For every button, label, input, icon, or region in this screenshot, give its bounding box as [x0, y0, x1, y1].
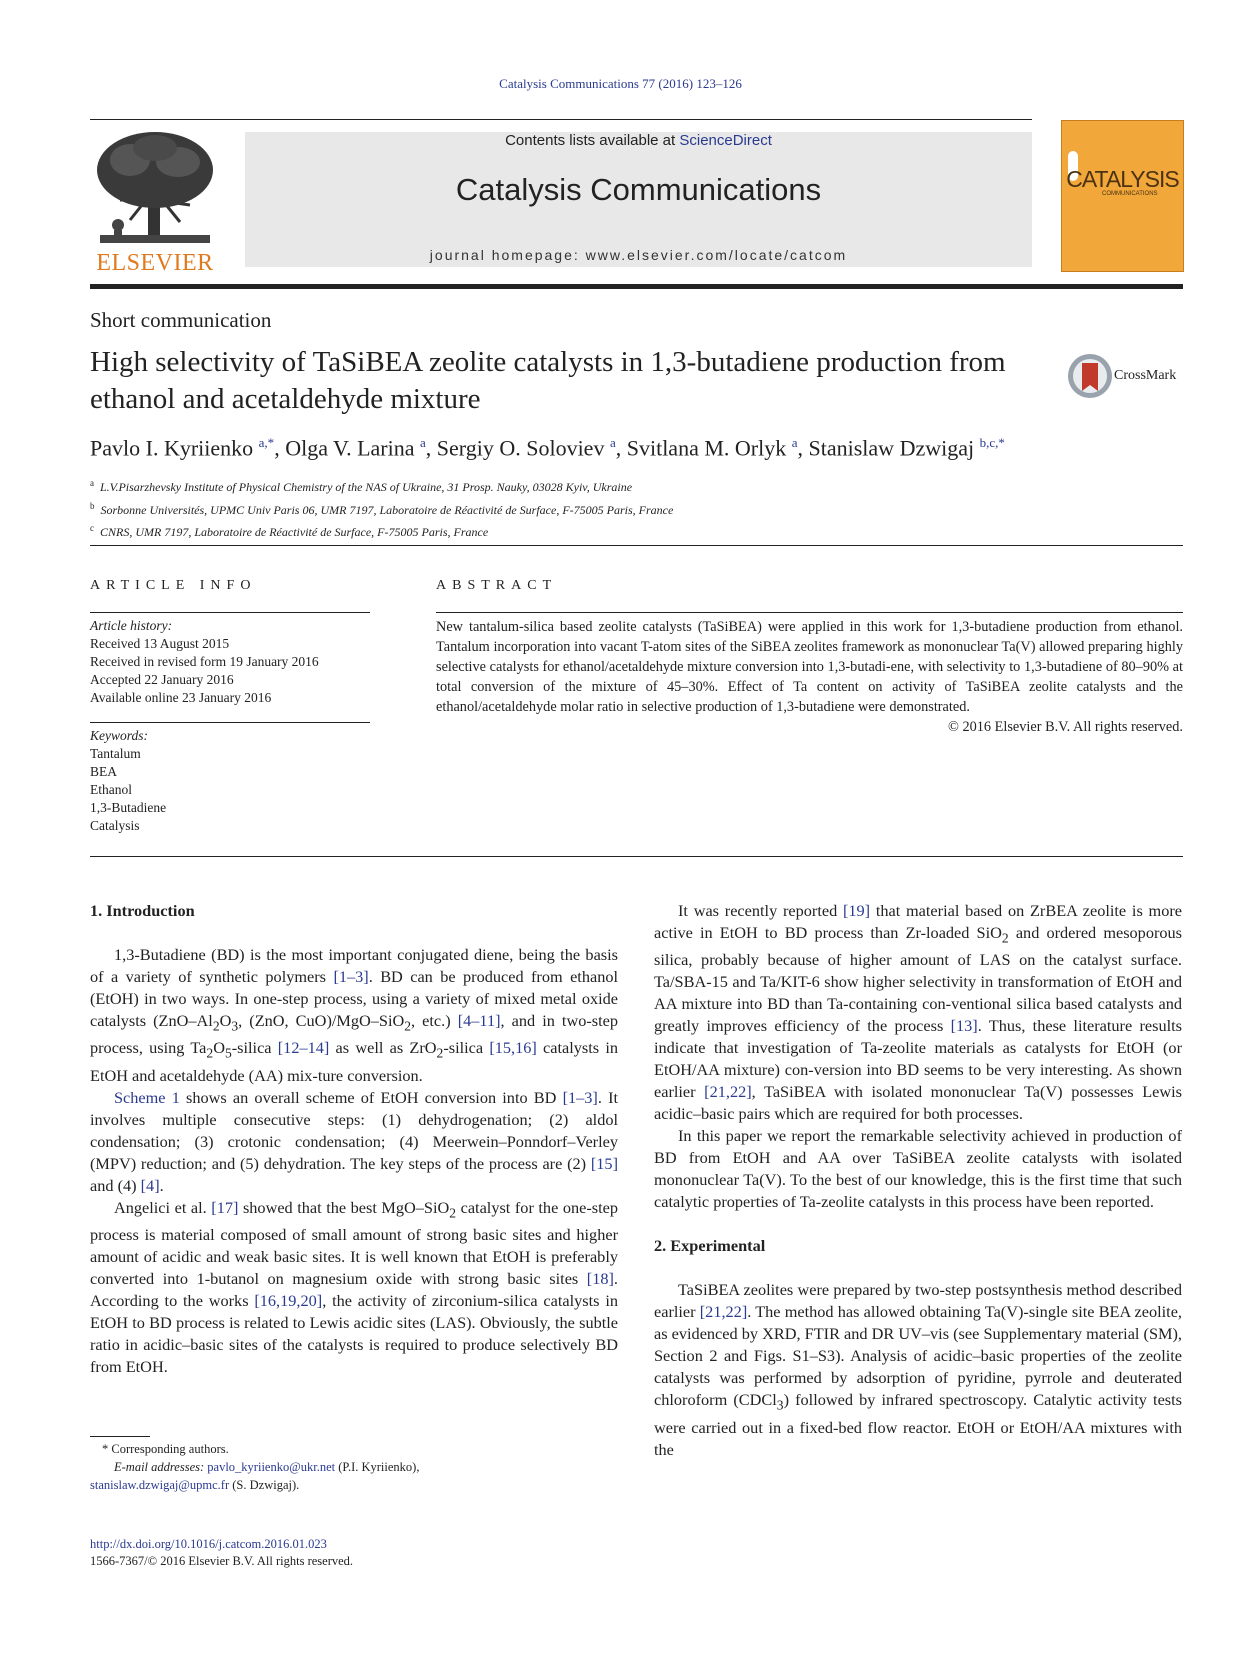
- article-type: Short communication: [90, 308, 272, 332]
- body-left-column: [90, 900, 618, 1378]
- body-paragraph: 1,3-Butadiene (BD) is the most important conjugated diene, being the basis of a variety of synthetic polymers [1–3]. BD can be produced from ethanol (EtOH) in two ways. In one-step process, using a variety of mixed metal oxide catalysts ($ZnO-Al_2O_3$, (ZnO, CuO)/MgO–SiO$_2$, etc.) [4–11], and in two-step process, using $Ta_2O_5$-silica [12–14] as well as ZrO$_2$-silica [15,16] catalysts in EtOH and acetaldehyde (AA) mix-ture conversion.: [90, 945, 618, 1085]
- author-name: Stanislaw Dzwigaj: [808, 435, 975, 461]
- author-affil-sup[interactable]: a: [420, 435, 426, 450]
- abstract-rule: [436, 612, 1183, 613]
- title-rule: [90, 545, 1183, 546]
- affiliation-item: $^a$ L.V.Pisarzhevsky Institute of Physical Chemistry of the NAS of Ukraine, 31 Prosp. Nauky, 03028 Kyiv, Ukraine: [90, 478, 633, 494]
- email-link[interactable]: stanislaw.dzwigaj@upmc.fr: [90, 1478, 230, 1492]
- body-paragraph: Angelici et al. [17] showed that the best MgO–SiO$_2$ catalyst for the one-step process is material composed of small amount of strong basic sites and higher amount of acidic and weak basic sites. It is well known that EtOH is preferably converted into 1-butanol on magnesium oxide with strong basic sites [18]. According to the works [16,19,20], the activity of zirconium-silica catalysts in EtOH to BD process is related to Lewis acidic sites (LAS). Obviously, the subtle ratio in acidic–basic sites of the catalysts is required to produce selectively BD from EtOH.: [90, 1197, 619, 1376]
- crossmark-icon[interactable]: [1067, 353, 1113, 399]
- issn-line: 1566-7367/© 2016 Elsevier B.V. All rights reserved.: [90, 1554, 354, 1568]
- footnote: * Corresponding authors. E-mail addresses: pavlo_kyriienko@ukr.net (P.I. Kyriienko), stanislaw.dzwigaj@upmc.fr (S. Dzwigaj).: [90, 1442, 420, 1492]
- cover-subtitle: COMMUNICATIONS: [1102, 191, 1158, 197]
- author-name: Sergiy O. Soloviev: [436, 435, 605, 461]
- doi-link[interactable]: http://dx.doi.org/10.1016/j.catcom.2016.01.023: [90, 1537, 327, 1551]
- masthead: [245, 132, 1032, 267]
- affiliation-item: $^b$ Sorbonne Universités, UPMC Univ Paris 06, UMR 7197, Laboratoire de Réactivité de Surface, F-75005 Paris, France: [90, 500, 674, 517]
- body-paragraph: TaSiBEA zeolites were prepared by two-step postsynthesis method described earlier [21,22]. The method has allowed obtaining Ta(V)-single site BEA zeolite, as evidenced by XRD, FTIR and DR UV–vis (see Supplementary material (SM), Section 2 and Figs. S1–S3). Analysis of acidic–basic properties of the zeolite catalysts was performed by adsorption of pyridine, pyrrole and deuterated chloroform (CDCl$_3$) followed by infrared spectroscopy. Catalytic activity tests were carried out in a fixed-bed flow reactor. EtOH or EtOH/AA mixtures with the: [654, 1280, 1183, 1459]
- crossmark-label[interactable]: CrossMark: [1114, 368, 1177, 383]
- author-affil-sup[interactable]: b,c,*: [979, 435, 1005, 450]
- body-paragraph: In this paper we report the remarkable selectivity achieved in production of BD from EtOH and AA over TaSiBEA zeolite catalysts with isolated mononuclear Ta(V). To the best of our knowledge, this is the first time that such catalytic properties of Ta-zeolite catalysts in this process have been reported.: [654, 1126, 1182, 1212]
- front-matter-rule: [90, 856, 1183, 857]
- author-affil-sup[interactable]: a,*: [258, 435, 275, 450]
- keywords: Keywords: Tantalum BEA Ethanol 1,3-Butadiene Catalysis: [90, 728, 167, 833]
- footnote-rule: [90, 1436, 150, 1437]
- sciencedirect-link[interactable]: ScienceDirect: [679, 132, 772, 149]
- header-rule: [90, 119, 1032, 120]
- article-info-heading: ARTICLE INFO: [90, 578, 257, 593]
- elsevier-tree-logo: [90, 130, 220, 248]
- author-affil-sup[interactable]: a: [791, 435, 798, 450]
- abstract-text: New tantalum-silica based zeolite catalysts (TaSiBEA) were applied in this work for 1,3-butadiene production from ethanol. Tantalum incorporation into vacant T-atom sites of the SiBEA zeolites framework as mononuclear Ta(V) allowed preparing highly selective catalysts for ethanol/acetaldehyde mixture conversion into 1,3-butadi-ene, with selectivity to 1,3-butadiene of 80–90% at total conversion of the mixture of 45–30%. Effect of Ta content on activity of TaSiBEA zeolite catalysts and the ethanol/acetaldehyde molar ratio in selective production of 1,3-butadiene were demonstrated.: [436, 619, 1183, 715]
- author-name: Olga V. Larina: [285, 435, 415, 461]
- email-link[interactable]: pavlo_kyriienko@ukr.net: [207, 1460, 336, 1474]
- abstract-heading: ABSTRACT: [436, 578, 558, 593]
- article-info-rule: [90, 612, 370, 613]
- contents-prefix: Contents lists available at: [505, 132, 680, 149]
- body-paragraph: It was recently reported [19] that material based on ZrBEA zeolite is more active in EtOH to BD process than Zr-loaded SiO$_2$ and ordered mesoporous silica, probably because of higher amount of LAS on the catalyst surface. Ta/SBA-15 and Ta/KIT-6 show higher selectivity in transformation of EtOH and AA mixture into BD than Ta-containing con-ventional silica based catalysts and greatly improves efficiency of the process [13]. Thus, these literature results indicate that investigation of Ta-zeolite materials as catalysts for EtOH (or EtOH/AA mixture) con-version into BD seems to be very interesting. As shown earlier [21,22], TaSiBEA with isolated mononuclear Ta(V) possesses Lewis acidic–basic pairs which are required for both processes.: [654, 901, 1183, 1124]
- section-heading-experimental: 2. Experimental: [654, 1236, 766, 1256]
- author-name: Svitlana M. Orlyk: [626, 435, 787, 461]
- affiliation-item: $^c$ CNRS, UMR 7197, Laboratoire de Réactivité de Surface, F-75005 Paris, France: [90, 523, 489, 539]
- journal-homepage[interactable]: journal homepage: www.elsevier.com/locate/catcom: [429, 247, 848, 263]
- abstract-body: [436, 617, 1183, 737]
- journal-reference[interactable]: Catalysis Communications 77 (2016) 123–126: [499, 76, 742, 91]
- body-paragraph: Scheme 1 shows an overall scheme of EtOH conversion into BD [1–3]. It involves multiple consecutive steps: (1) dehydrogenation; (2) aldol condensation; (3) crotonic condensation; (4) Meerwein–Ponndorf–Verley (MPV) reduction; and (5) dehydration. The key steps of the process are (2) [15] and (4) [4].: [90, 1087, 619, 1195]
- section-heading-introduction: 1. Introduction: [90, 901, 195, 920]
- journal-cover: [1061, 120, 1184, 272]
- author-list: Pavlo I. Kyriienko $^{a,*}$, Olga V. Larina $^a$, Sergiy O. Soloviev $^a$, Svitlana M. Orlyk $^a$, Stanislaw Dzwigaj $^{b,c,*}$: [90, 435, 1005, 461]
- author-name: Pavlo I. Kyriienko: [90, 435, 254, 461]
- article-title: High selectivity of TaSiBEA zeolite catalysts in 1,3-butadiene production from ethanol and acetaldehyde mixture: [90, 346, 1006, 415]
- masthead-rule: [90, 284, 1183, 289]
- abstract-copyright: © 2016 Elsevier B.V. All rights reserved.: [948, 719, 1183, 735]
- affiliations: [90, 474, 673, 542]
- doi-block: [90, 1536, 353, 1570]
- author-affil-sup[interactable]: a: [609, 435, 616, 450]
- article-history: Article history: Received 13 August 2015 Received in revised form 19 January 2016 Accepted 22 January 2016 Available online 23 January 2016: [90, 618, 319, 705]
- cover-title: CATALYSIS: [1066, 166, 1179, 192]
- elsevier-wordmark: ELSEVIER: [96, 250, 214, 276]
- journal-title: Catalysis Communications: [455, 172, 822, 207]
- keywords-rule: [90, 722, 370, 723]
- body-right-column: [654, 900, 1182, 1461]
- contents-line: [245, 132, 1032, 149]
